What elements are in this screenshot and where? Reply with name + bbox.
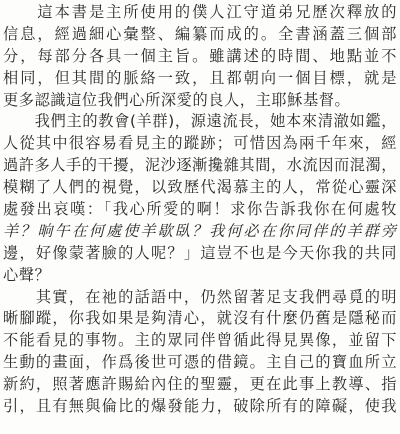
text-line: 模糊了人們的視覺，以致歷代渴慕主的人，常從心靈深 xyxy=(3,178,397,197)
text-line: 信息，經過細心彙整、編纂而成的。全書涵蓋三個部 xyxy=(3,24,397,43)
text-line: 心聲？ xyxy=(3,265,51,284)
text-line: 其實，在祂的話語中，仍然留著足支我們尋覓的明 xyxy=(3,287,397,306)
text-line: 邊，好像蒙著臉的人呢？」這豈不也是今天你我的共同 xyxy=(3,243,397,262)
text-line: 分，每部分各具一個主旨。雖講述的時間、地點並不 xyxy=(3,46,397,65)
text-line: 不能看見的事物。主的眾同伴曾循此得見異像，並留下 xyxy=(3,331,397,350)
text-line: 這本書是主所使用的僕人江守道弟兄歷次釋放的 xyxy=(3,3,397,21)
text-line: 我們主的教會(羊群)，源遠流長，她本來清澈如鑑， xyxy=(3,112,397,131)
text-line: 人從其中很容易看見主的蹤跡；可惜因為兩千年來，經 xyxy=(3,134,397,153)
text-line: 更多認識這位我們心所深愛的良人，主耶穌基督。 xyxy=(3,90,351,109)
text-line: 處發出哀嘆：「我心所愛的啊！求你告訴我你在何處牧 xyxy=(3,200,397,219)
text-line: 新約，照著應許賜給內住的聖靈，更在此事上教導、指 xyxy=(3,375,397,394)
text-line: 引，且有無與倫比的爆發能力，破除所有的障礙，使我 xyxy=(3,397,397,416)
text-line: 生動的畫面，作爲後世可憑的借鏡。主自己的寶血所立 xyxy=(3,353,397,372)
body-text xyxy=(3,2,397,418)
text-line: 晰腳蹤，你我如果是夠清心，就沒有什麼仍舊是隱秘而 xyxy=(3,309,397,328)
quote-line: 羊？晌午在何處使羊歇臥？我何必在你同伴的羊群旁 xyxy=(3,221,397,240)
text-line: 過許多人手的干擾，泥沙逐漸攙雜其間，水流因而混濁， xyxy=(3,156,397,175)
text-line: 相同，但其間的脈絡一致，且都朝向一個目標，就是 xyxy=(3,68,397,87)
